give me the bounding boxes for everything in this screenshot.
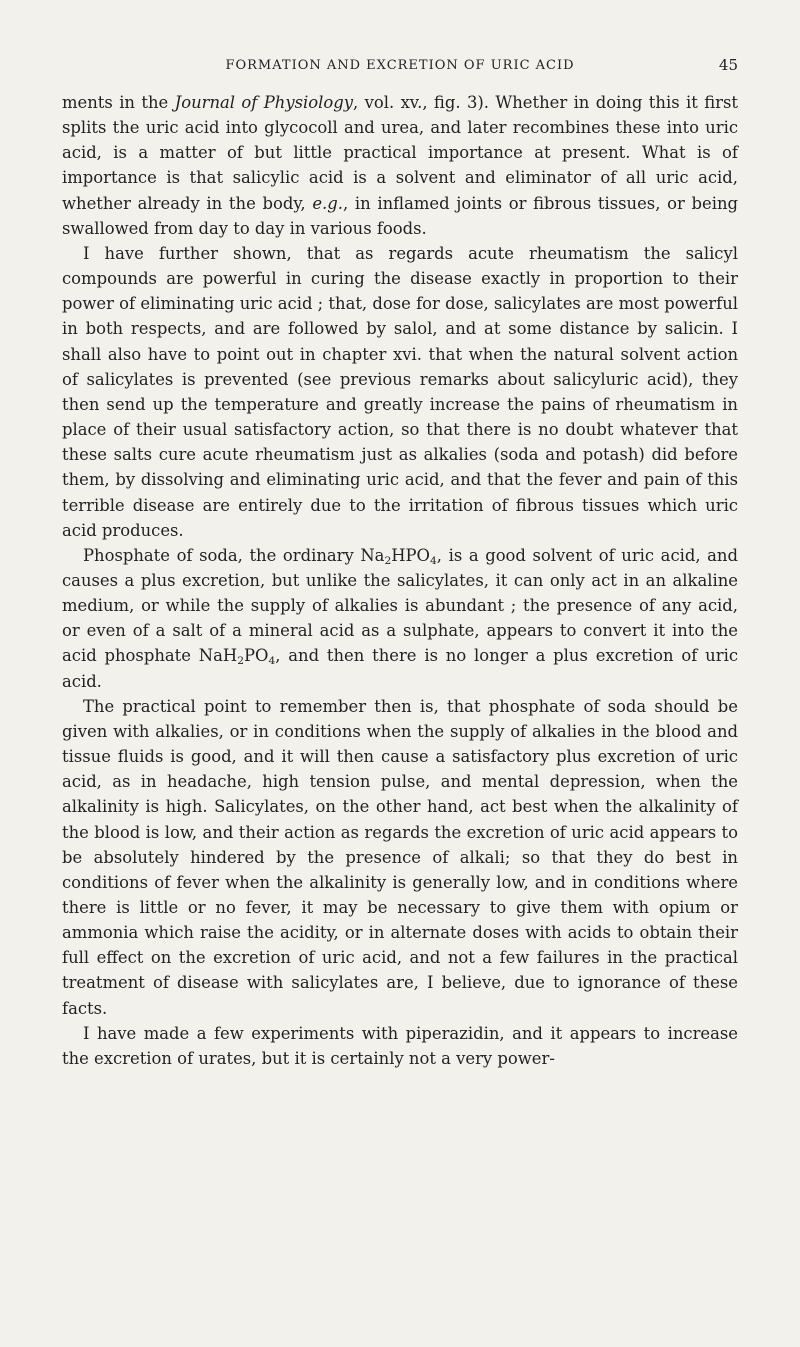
paragraph-text: HPO xyxy=(391,545,430,565)
paragraph-text: , vol. xv., fig. 3). Whether in doing this it first splits the uric acid into glycocoll and urea, and later recombines these into uric acid, is a matter of but little practical importance at present. What is of importance is that salicylic acid is a solvent and eliminator of all uric acid, whether already in the body, xyxy=(62,93,738,213)
paragraph-text: ments in the xyxy=(62,93,175,112)
paragraph xyxy=(62,90,738,241)
page-number: 45 xyxy=(718,56,738,74)
journal-title: Journal of Physiology xyxy=(174,93,353,112)
subscript: 2 xyxy=(237,654,244,668)
body-text xyxy=(62,90,738,1071)
paragraph: I have made a few experiments with piperazidin, and it appears to increase the excretion of urates, but it is certainly not a very power- xyxy=(62,1023,738,1068)
subscript: 4 xyxy=(268,654,276,668)
paragraph: I have further shown, that as regards acute rheumatism the salicyl compounds are powerful in curing the disease exactly in proportion to their power of eliminating uric acid ; that, dose for dose, salicylates are most powerful in both respects, and are followed by salol, and at some distance by salicin. I shall also have to point out in chapter xvi. that when the natural solvent action of salicylates is prevented (see previous remarks about salicyluric acid), they then send up the temperature and greatly increase the pains of rheumatism in place of their usual satisfactory action, so that there is no doubt whatever that these salts cure acute rheumatism just as alkalies (soda and potash) did before them, by dissolving and eliminating uric acid, and that the fever and pain of this terrible disease are entirely due to the irritation of fibrous tissues which uric acid produces. xyxy=(62,243,738,540)
paragraph xyxy=(62,543,738,694)
paragraph-text: Phosphate of soda, the ordinary Na xyxy=(83,545,385,565)
subscript: 2 xyxy=(384,554,392,567)
page-header xyxy=(62,58,738,80)
paragraph: The practical point to remember then is, that phosphate of soda should be given with alkalies, or in conditions when the supply of alkalies in the blood and tissue fluids is good, and it will then cause a satisfactory plus excretion of uric acid, as in headache, high tension pulse, and mental depression, when the alkalinity is high. Salicylates, on the other hand, act best when the alkalinity of the blood is low, and their action as regards the excretion of uric acid appears to be absolutely hindered by the presence of alkali; so that they do best in conditions of fever when the alkalinity is generally low, and in conditions where there is little or no fever, it may be necessary to give them with opium or ammonia which raise the acidity, or in alternate doses with acids to obtain their full effect on the excretion of uric acid, and not a few failures in the practical treatment of disease with salicylates are, I believe, due to ignorance of these facts. xyxy=(62,696,738,1018)
paragraph-text: , and then there is no longer a plus excretion of uric acid. xyxy=(62,646,738,691)
paragraph-text: , in inflamed joints or fibrous tissues, or being swallowed from day to day in various foods. xyxy=(62,193,739,238)
subscript: 4 xyxy=(430,554,437,567)
running-title: FORMATION AND EXCRETION OF URIC ACID xyxy=(225,58,575,73)
paragraph-text: PO xyxy=(243,646,269,666)
paragraph-text: , is a good solvent of uric acid, and causes a plus excretion, but unlike the salicylates, it can only act in an alkaline medium, or while the supply of alkalies is abundant ; the presence of any acid, or even of a salt of a mineral acid as a sulphate, appears to convert it into the acid phosphate NaH xyxy=(62,545,738,666)
abbreviation: e.g. xyxy=(312,193,343,213)
